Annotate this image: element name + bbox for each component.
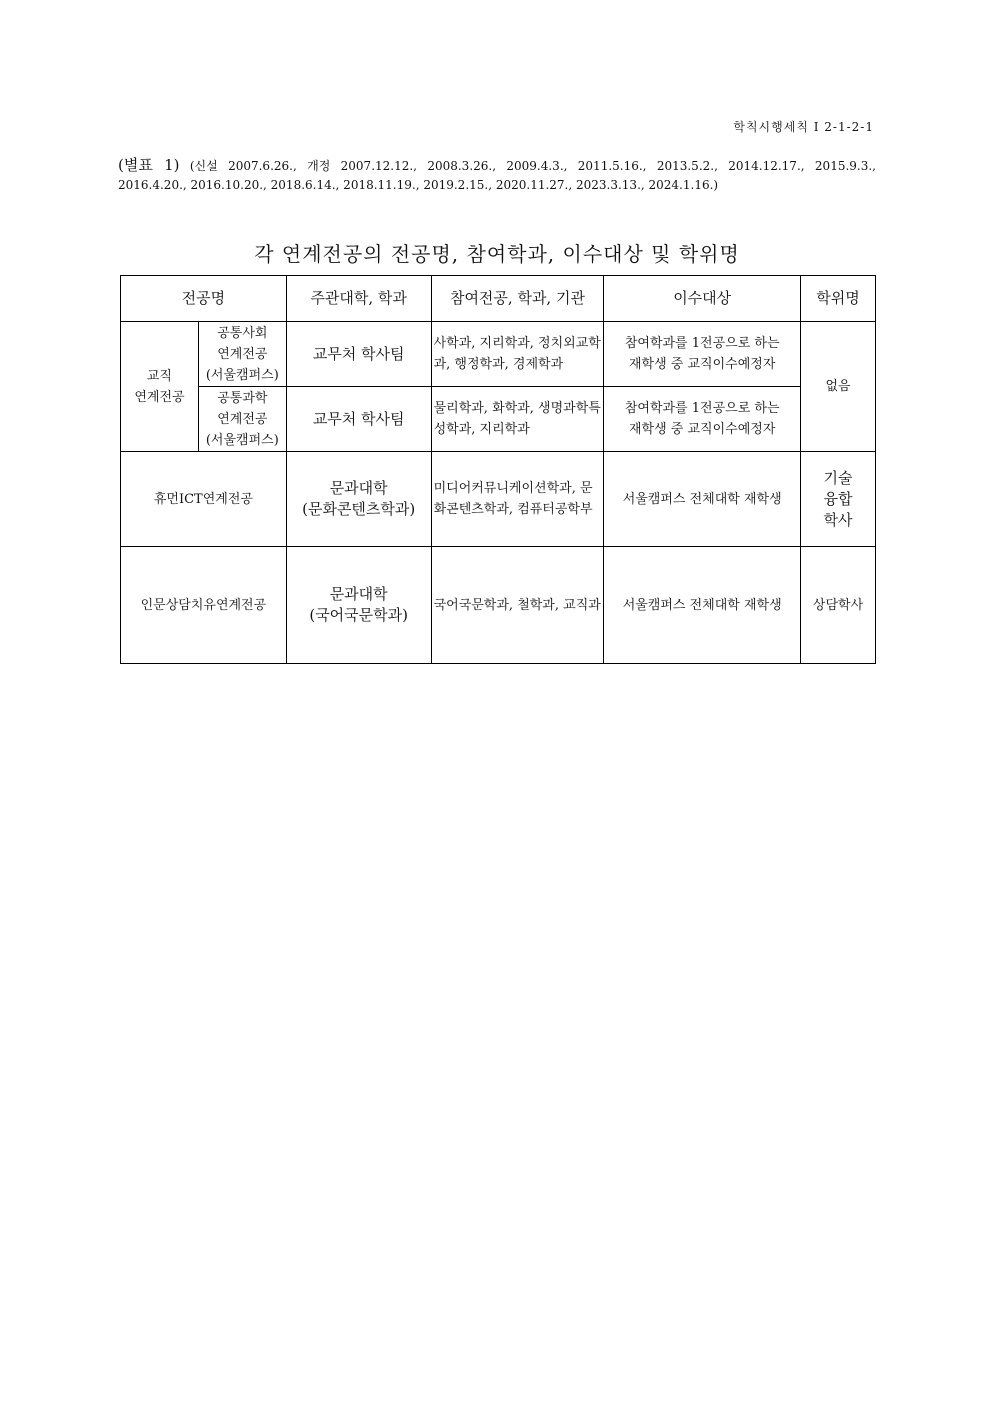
table-row — [121, 452, 876, 547]
participating-departments: 사학과, 지리학과, 정치외교학과, 행정학과, 경제학과 — [431, 322, 604, 387]
host-department: 문과대학 (국어국문학과) — [286, 547, 431, 664]
major-name: 인문상담치유연계전공 — [121, 547, 287, 664]
degree-name: 없음 — [801, 322, 876, 452]
header-target: 이수대상 — [604, 276, 801, 322]
host-department: 교무처 학사팀 — [286, 322, 431, 387]
eligible-students: 서울캠퍼스 전체대학 재학생 — [604, 547, 801, 664]
table-row — [121, 547, 876, 664]
degree-name: 기술 융합 학사 — [801, 452, 876, 547]
eligible-students: 참여학과를 1전공으로 하는 재학생 중 교직이수예정자 — [604, 387, 801, 452]
annex-revision-history — [118, 156, 876, 195]
participating-departments: 물리학과, 화학과, 생명과학특성학과, 지리학과 — [431, 387, 604, 452]
eligible-students: 참여학과를 1전공으로 하는 재학생 중 교직이수예정자 — [604, 322, 801, 387]
degree-name: 상담학사 — [801, 547, 876, 664]
header-participants: 참여전공, 학과, 기관 — [431, 276, 604, 322]
host-department: 교무처 학사팀 — [286, 387, 431, 452]
major-name: 휴먼ICT연계전공 — [121, 452, 287, 547]
document-reference: 학칙시행세칙 Ⅰ 2-1-2-1 — [733, 120, 874, 134]
participating-departments: 국어국문학과, 철학과, 교직과 — [431, 547, 604, 664]
sub-major-name: 공통사회 연계전공 (서울캠퍼스) — [198, 322, 286, 387]
eligible-students: 서울캠퍼스 전체대학 재학생 — [604, 452, 801, 547]
document-title: 각 연계전공의 전공명, 참여학과, 이수대상 및 학위명 — [254, 242, 740, 266]
participating-departments: 미디어커뮤니케이션학과, 문화콘텐츠학과, 컴퓨터공학부 — [431, 452, 604, 547]
table-header-row — [121, 276, 876, 322]
table-row — [121, 322, 876, 387]
major-table — [120, 275, 876, 664]
host-department: 문과대학 (문화콘텐츠학과) — [286, 452, 431, 547]
header-major: 전공명 — [121, 276, 287, 322]
sub-major-name: 공통과학 연계전공 (서울캠퍼스) — [198, 387, 286, 452]
header-degree: 학위명 — [801, 276, 876, 322]
annex-label: (별표 1) — [118, 156, 180, 174]
teaching-major-name: 교직 연계전공 — [121, 322, 199, 452]
table-row — [121, 387, 876, 452]
revision-dates: (신설 2007.6.26., 개정 2007.12.12., 2008.3.26., 2009.4.3., 2011.5.16., 2013.5.2., 2014.12.17., 2015.9.3., 2016.4.20., 2016.10.20., 2018.6.14., 2018.11.19., 2019.2.15., 2020.11.27., 2023.3.13., 2024.1.16.) — [118, 159, 876, 192]
header-host: 주관대학, 학과 — [286, 276, 431, 322]
